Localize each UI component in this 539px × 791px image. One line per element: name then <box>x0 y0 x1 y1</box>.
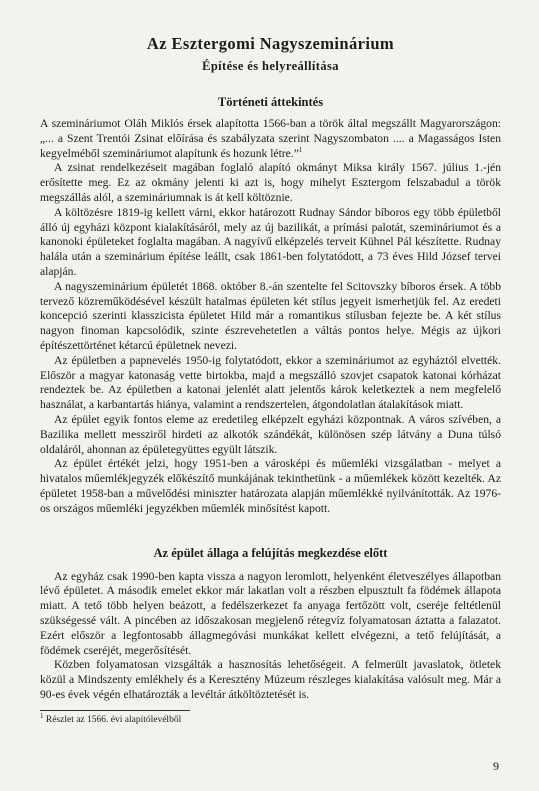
footnote <box>40 711 501 726</box>
paragraph-text: A szemináriumot Oláh Miklós érsek alapította 1566-ban a török által megszállt Magyarországon: „... a Szent Trentói Zsinat előírása és szabályzata szerint Nagyszombaton .... a Magasságos Isten kegyelméből szemináriumot alapítunk és hozunk létre.” <box>40 117 501 160</box>
footnote-reference[interactable]: 1 <box>298 145 303 154</box>
page-subtitle: Építése és helyreállítása <box>202 59 339 73</box>
footnote-marker: 1 <box>40 711 44 720</box>
paragraph: Az egyház csak 1990-ben kapta vissza a nagyon leromlott, helyenként életveszélyes állapotban lévő épületet. A második emelet ekkor már lakatlan volt a részben elpusztult fa födémek állapota miatt. A tető több helyen beázott, a fedélszerkezet fa anyaga fertőzött volt, cseréje feltétlenül szükségessé vált. A pincében az időszakosan megjelenő rétegvíz folyamatosan áztatta a falazatot. Ezért először a legfontosabb állagmegóvási munkákat kellett elvégezni, a tető felújítását, a födémek cseréjét, megerősítését. <box>40 569 501 657</box>
paragraph: A zsinat rendelkezéseit magában foglaló alapító okmányt Miksa király 1567. július 1.-jén erősítette meg. Ez az okmány jelenti ki azt is, hogy mihelyt Esztergom felszabadul a török megszállás alól, a szemináriumnak is át kell költöznie. <box>40 161 501 204</box>
paragraph: A nagyszeminárium épületét 1868. október 8.-án szentelte fel Scitovszky bíboros érsek. A több tervező közreműködésével készült hatalmas épületen két stílus jegyeit ismerhetjük fel. Az eredeti koncepció szerinti klasszicista épületet Hild már a romantikus stílusban fejezte be. A két stílus nagyon finoman kapcsolódik, szinte észrevehetetlen a váltás pontos helye. Mégis az újkori építészettörténet kétarcú épületnek nevezi. <box>40 279 501 352</box>
paragraph: Az épület értékét jelzi, hogy 1951-ben a városképi és műemléki vizsgálatban - melyet a hivatalos műemlékjegyzék előkészítő munkájának tekinthetünk - a műemlékek között kezelték. Az épületet 1958-ban a művelődési miniszter határozata alapján műemlékké nyilvánították. Az 1976-os országos műemléki jegyzékben műemlék minősítést kapott. <box>40 457 501 515</box>
page-title: Az Esztergomi Nagyszeminárium <box>146 34 395 53</box>
paragraph: A költözésre 1819-ig kellett várni, ekkor határozott Rudnay Sándor bíboros egy több épületből álló új egyházi központ kialakításáról, mely az új bazilikát, a prímási palotát, szemináriumot és a kanonoki épületeket foglalta magában. A nagyívű elképzelés terveit Kühnel Pál készítette. Rudnay halála után a szeminárium építése leállt, csak 1861-ben folytatódott, a 73 éves Hild József tervei alapján. <box>40 205 501 278</box>
section-heading-condition: Az épület állaga a felújítás megkezdése előtt <box>153 545 388 560</box>
paragraph: Az épület egyik fontos eleme az eredetileg elképzelt egyházi központnak. A város szívében, a Bazilika mellett messziről hirdeti az alkotók szándékát, különösen szép látvány a Duna túlsó oldaláról, ahonnan az épületegyüttes egyült látszik. <box>40 412 501 456</box>
footnote-text: Részlet az 1566. évi alapítólevélből <box>45 714 182 725</box>
paragraph <box>40 117 501 161</box>
page-number: 9 <box>493 759 499 773</box>
paragraph: Közben folyamatosan vizsgálták a hasznosítás lehetőségeit. A felmerült javaslatok, ötletek közül a Mindszenty emlékhely és a Keresztény Múzeum részleges kialakítása valósult meg. Már a 90-es évek végén elhatározták a levéltár átköltöztetését is. <box>40 658 501 701</box>
section-heading-history: Történeti áttekintés <box>217 95 324 109</box>
paragraph: Az épületben a papnevelés 1950-ig folytatódott, ekkor a szemináriumot az egyháztól elvették. Először a magyar katonaság vette birtokba, majd a megszálló szovjet csapatok katonai kórházat rendeztek be. Az épületben a katonai jelenlét alatt jelentős károk keletkeztek a nem megfelelő használat, a karbantartás hiánya, valamint a rendszertelen, átgondolatlan átalakítások miatt. <box>40 353 501 412</box>
footnote-divider <box>40 710 190 711</box>
